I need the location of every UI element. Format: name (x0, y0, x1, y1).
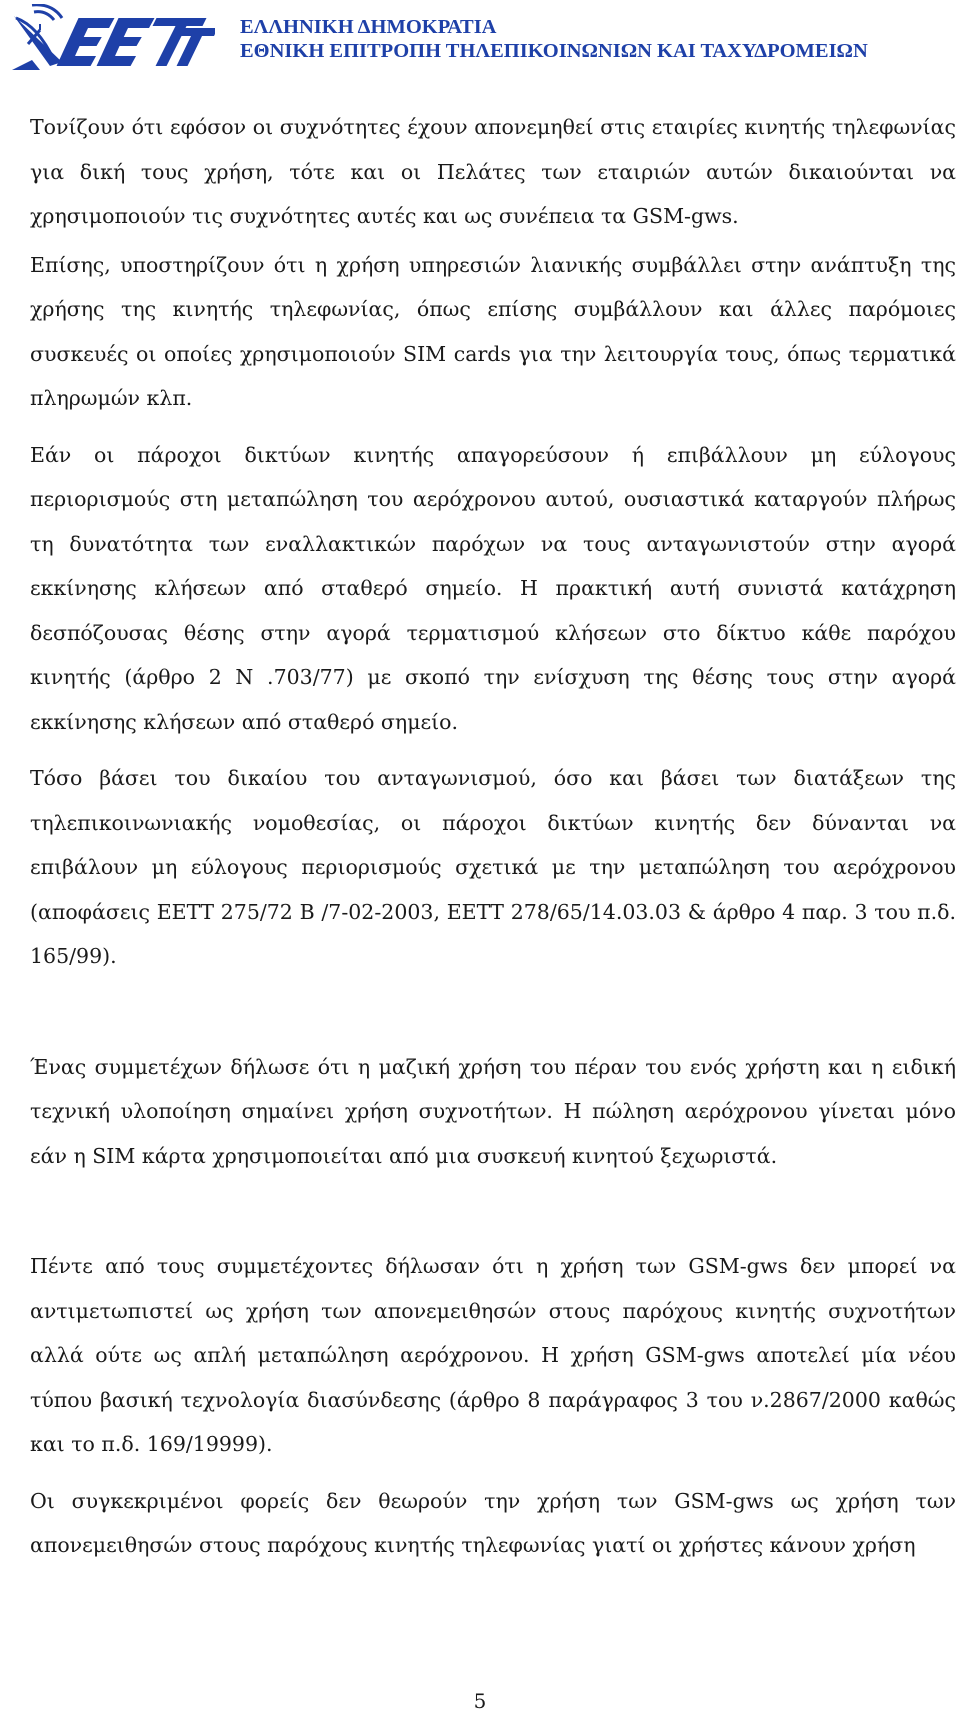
paragraph: Εάν οι πάροχοι δικτύων κινητής απαγορεύσουν ή επιβάλλουν μη εύλογους περιορισμούς στη μεταπώληση του αερόχρονου αυτού, ουσιαστικά καταργούν πλήρως τη δυνατότητα των εναλλακτικών παρόχων να τους ανταγωνιστούν στην αγορά εκκίνησης κλήσεων από σταθερό σημείο. Η πρακτική αυτή συνιστά κατάχρηση δεσπόζουσας θέσης στην αγορά τερματισμού κλήσεων στο δίκτυο κάθε παρόχου κινητής (άρθρο 2 Ν .703/77) με σκοπό την ενίσχυση της θέσης τους στην αγορά εκκίνησης κλήσεων από σταθερό σημείο. (30, 442, 956, 734)
paragraph: Πέντε από τους συμμετέχοντες δήλωσαν ότι η χρήση των GSM-gws δεν μπορεί να αντιμετωπιστεί ως χρήση των απονεμειθησών στους παρόχους κινητής συχνοτήτων αλλά ούτε ως απλή μεταπώληση αερόχρονου. Η χρήση GSM-gws αποτελεί μία νέου τύπου βασική τεχνολογία διασύνδεσης (άρθρο 8 παράγραφος 3 του ν.2867/2000 καθώς και το π.δ. 169/19999). (30, 1254, 956, 1456)
paragraph: Τόσο βάσει του δικαίου του ανταγωνισμού, όσο και βάσει των διατάξεων της τηλεπικοινωνιακής νομοθεσίας, οι πάροχοι δικτύων κινητής δεν δύνανται να επιβάλουν μη εύλογους περιορισμούς σχετικά με την μεταπώληση του αερόχρονου (αποφάσεις ΕΕΤΤ 275/72 Β /7-02-2003, ΕΕΤΤ 278/65/14.03.03 & άρθρο 4 παρ. 3 του π.δ. 165/99). (30, 766, 956, 968)
document-body (30, 105, 956, 1580)
paragraph: Οι συγκεκριμένοι φορείς δεν θεωρούν την χρήση των GSM-gws ως χρήση των απονεμειθησών στους παρόχους κινητής τηλεφωνίας γιατί οι χρήστες κάνουν χρήση (30, 1488, 956, 1557)
paragraph: Επίσης, υποστηρίζουν ότι η χρήση υπηρεσιών λιανικής συμβάλλει στην ανάπτυξη της χρήσης της κινητής τηλεφωνίας, όπως επίσης συμβάλλουν και άλλες παρόμοιες συσκευές οι οποίες χρησιμοποιούν SIM cards για την λειτουργία τους, όπως τερματικά πληρωμών κλπ. (30, 252, 956, 410)
header-title-block (240, 15, 868, 63)
header-line-authority: ΕΘΝΙΚΗ ΕΠΙΤΡΟΠΗ ΤΗΛΕΠΙΚΟΙΝΩΝΙΩΝ ΚΑΙ ΤΑΧΥΔΡΟΜΕΙΩΝ (240, 40, 868, 62)
paragraph: Τονίζουν ότι εφόσον οι συχνότητες έχουν απονεμηθεί στις εταιρίες κινητής τηλεφωνίας για δική τους χρήση, τότε και οι Πελάτες των εταιριών αυτών δικαιούνται να χρησιμοποιούν τις συχνότητες αυτές και ως συνέπεια τα GSM-gws. (30, 115, 956, 228)
satellite-dish-icon (12, 5, 62, 70)
page-header (0, 0, 960, 80)
paragraph: Ένας συμμετέχων δήλωσε ότι η μαζική χρήση του πέραν του ενός χρήστη και η ειδική τεχνική υλοποίηση σημαίνει χρήση συχνοτήτων. Η πώληση αερόχρονου γίνεται μόνο εάν η SIM κάρτα χρησιμοποιείται από μια συσκευή κινητού ξεχωριστά. (30, 1054, 956, 1168)
eett-logo (10, 4, 215, 76)
page-number: 5 (473, 1689, 487, 1713)
header-line-country: ΕΛΛΗΝΙΚΗ ΔΗΜΟΚΡΑΤΙΑ (240, 16, 497, 38)
